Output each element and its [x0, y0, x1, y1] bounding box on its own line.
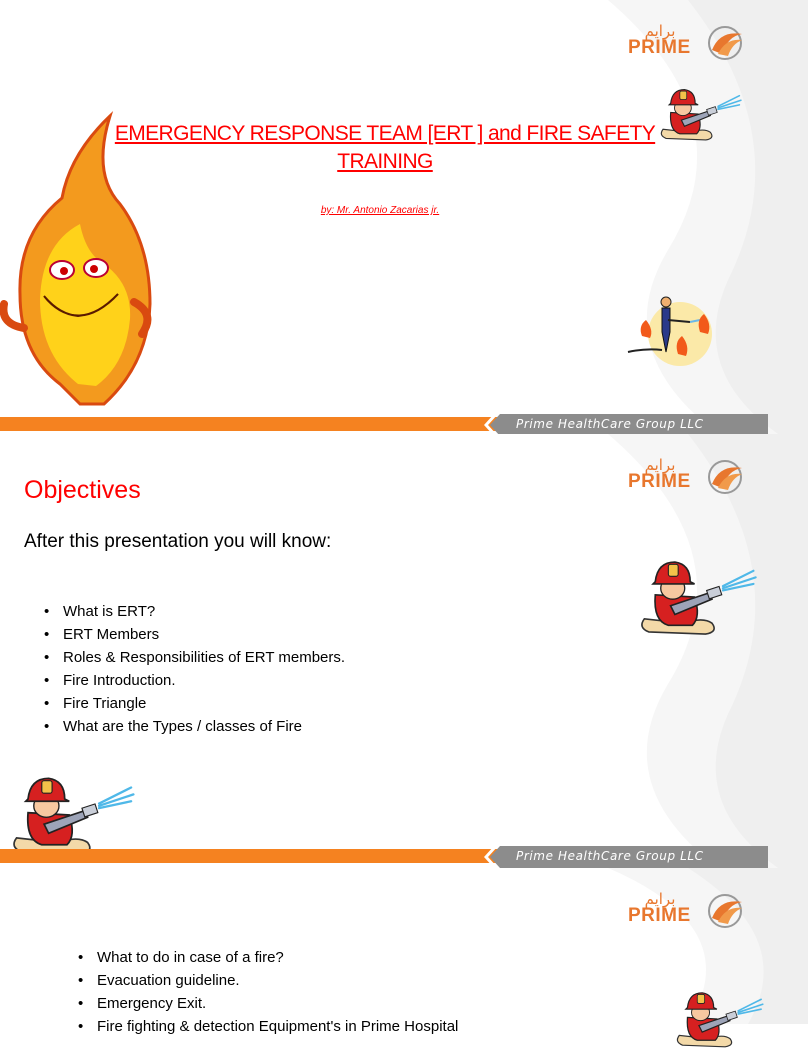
logo-text: PRIME	[628, 471, 691, 492]
list-item: • Fire Introduction.	[40, 669, 345, 692]
objectives-list	[40, 600, 345, 738]
prime-logo	[628, 456, 746, 500]
logo-mark-icon	[704, 892, 746, 930]
slide-footer	[0, 414, 768, 436]
list-item: • Evacuation guideline.	[74, 969, 458, 992]
topics-slide	[0, 868, 768, 1035]
list-item: • What are the Types / classes of Fire	[40, 715, 345, 738]
slide-title	[100, 120, 670, 176]
firefighter-hose-icon	[660, 80, 744, 148]
title-line-1: EMERGENCY RESPONSE TEAM [ERT ] and FIRE SAFETY	[114, 122, 656, 145]
firefighter-hose-icon	[676, 986, 766, 1052]
list-item: • Fire Triangle	[40, 692, 345, 715]
list-item: • Fire fighting & detection Equipment's in Prime Hospital	[74, 1015, 458, 1038]
firefighter-extinguishing-icon	[626, 292, 714, 372]
footer-company-name: Prime HealthCare Group LLC	[516, 417, 704, 431]
logo-mark-icon	[704, 458, 746, 496]
logo-mark-icon	[704, 24, 746, 62]
list-item: • What to do in case of a fire?	[74, 946, 458, 969]
title-slide	[0, 0, 768, 434]
footer-orange-bar	[0, 849, 500, 863]
title-line-2: TRAINING	[337, 150, 433, 173]
list-item: • What is ERT?	[40, 600, 345, 623]
footer-orange-bar	[0, 417, 500, 431]
prime-logo	[628, 890, 746, 934]
prime-logo	[628, 22, 746, 66]
objectives-slide	[0, 434, 768, 868]
logo-text: PRIME	[628, 905, 691, 926]
logo-arabic-text: برايم	[644, 22, 676, 40]
list-item: • Roles & Responsibilities of ERT members.	[40, 646, 345, 669]
footer-company-name: Prime HealthCare Group LLC	[516, 849, 704, 863]
firefighter-hose-icon	[640, 554, 760, 640]
slide-footer	[0, 846, 768, 868]
logo-arabic-text: برايم	[644, 890, 676, 908]
logo-arabic-text: برايم	[644, 456, 676, 474]
list-item: • ERT Members	[40, 623, 345, 646]
objectives-heading: Objectives	[24, 476, 141, 504]
presenter-byline: by: Mr. Antonio Zacarias jr.	[320, 205, 440, 216]
list-item: • Emergency Exit.	[74, 992, 458, 1015]
objectives-subheading: After this presentation you will know:	[24, 531, 332, 552]
logo-text: PRIME	[628, 37, 691, 58]
topics-list	[74, 946, 458, 1038]
